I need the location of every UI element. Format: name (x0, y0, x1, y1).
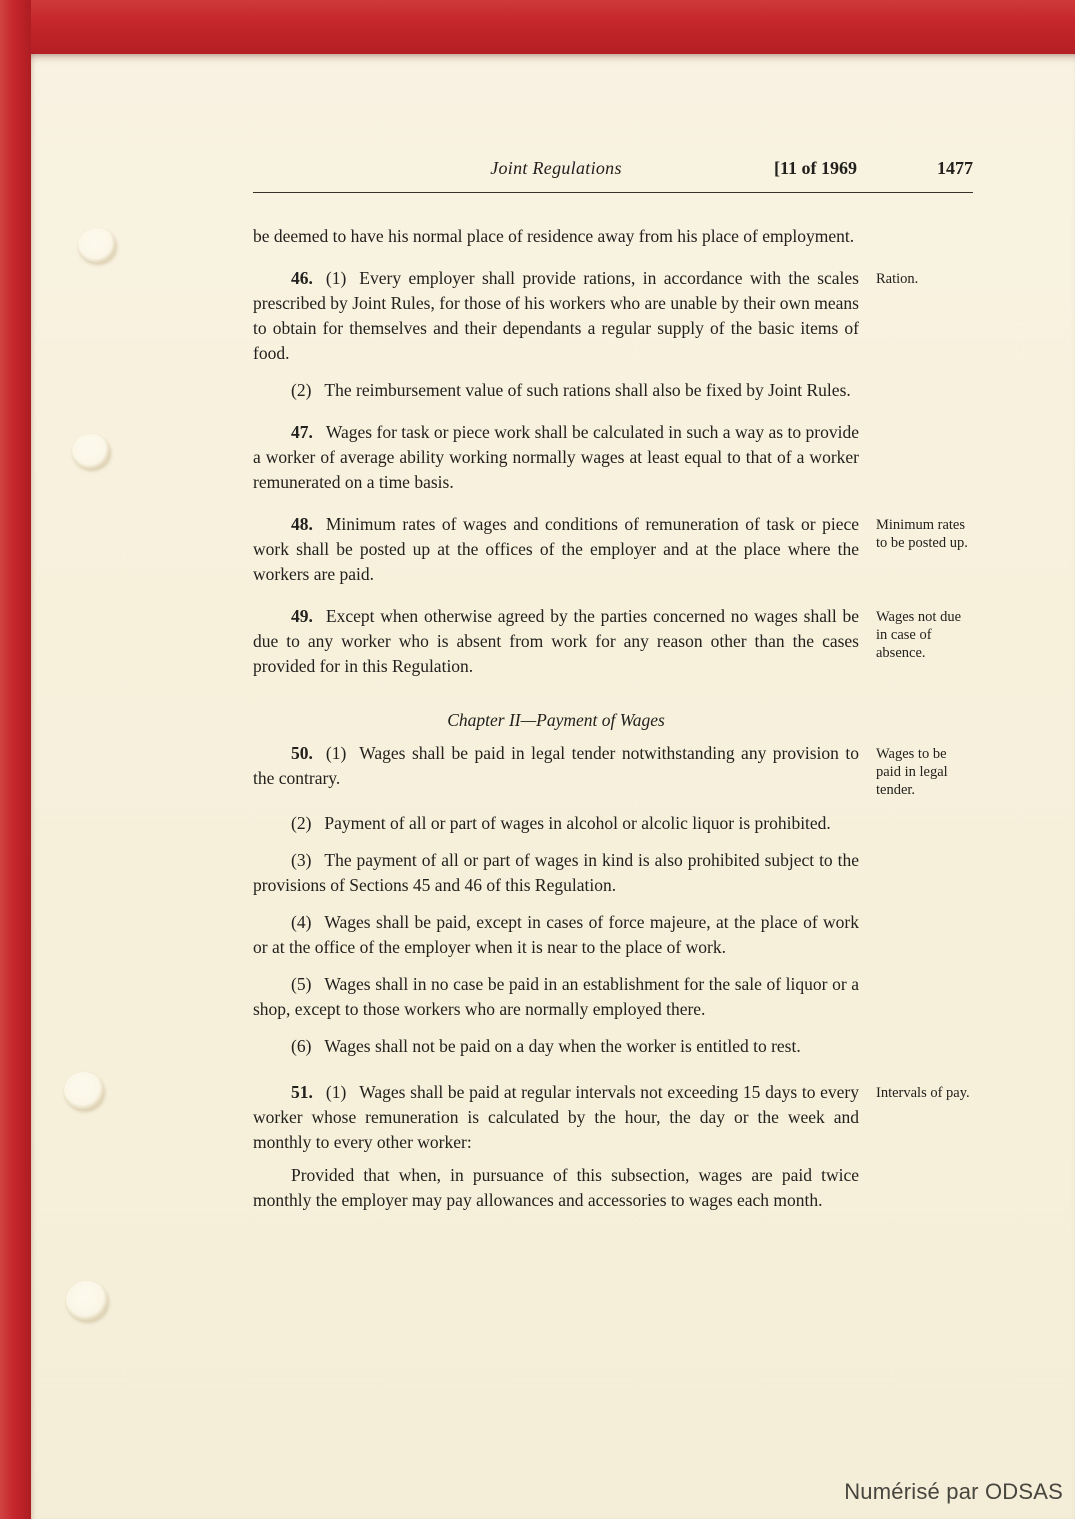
margin-note-ration: Ration. (876, 271, 919, 287)
subsection-number: (2) (291, 380, 312, 400)
margin-note-intervals: Intervals of pay. (876, 1085, 970, 1101)
hole-punch-3 (64, 1072, 104, 1110)
subsection-number: (2) (291, 813, 312, 833)
hole-punch-2 (72, 434, 110, 469)
margin-note-empty (876, 710, 973, 731)
section-50-1-paragraph (253, 741, 859, 799)
section-50-4-row (253, 910, 973, 960)
paper-sheet (31, 54, 1075, 1519)
section-50-1-row (253, 741, 973, 799)
section-49-row (253, 604, 973, 679)
section-50-6-paragraph (253, 1034, 859, 1059)
red-border-top (0, 0, 1075, 54)
margin-note-wages-not-due: Wages not due in case of absence. (876, 609, 962, 661)
subsection-number: (1) (325, 743, 347, 763)
header-reference: [11 of 1969 (774, 158, 857, 178)
header-divider (253, 192, 973, 193)
paragraph-text: The reimbursement value of such rations shall also be fixed by Joint Rules. (324, 380, 851, 400)
section-51-1-paragraph (253, 1080, 859, 1155)
hole-punch-4 (66, 1281, 108, 1321)
section-50-5-row (253, 972, 973, 1022)
paragraph-text: The payment of all or part of wages in kind is also prohibited subject to the provisions of Sections 45 and 46 of this Regulation. (253, 850, 859, 895)
page-content (253, 54, 973, 1213)
paragraph-text: Wages shall not be paid on a day when the worker is entitled to rest. (324, 1036, 801, 1056)
section-number: 49. (291, 606, 313, 626)
paragraph-text: Wages for task or piece work shall be calculated in such a way as to provide a worker of average ability working normally wages at least equal to that of a worker remunerated on a time basis. (253, 422, 859, 492)
paragraph-text: Wages shall be paid at regular intervals not exceeding 15 days to every worker whose remuneration is calculated by the hour, the day or the week and monthly to every other worker: (253, 1082, 859, 1152)
section-51-1-row (253, 1080, 973, 1155)
margin-note-empty (876, 420, 973, 495)
paragraph-text: Wages shall in no case be paid in an establishment for the sale of liquor or a shop, except to those workers who are normally employed there. (253, 974, 859, 1019)
subsection-number: (4) (291, 912, 312, 932)
paragraph-text: Payment of all or part of wages in alcohol or alcolic liquor is prohibited. (324, 813, 831, 833)
section-50-4-paragraph (253, 910, 859, 960)
subsection-number: (3) (291, 850, 312, 870)
intro-paragraph: be deemed to have his normal place of residence away from his place of employment. (253, 226, 855, 246)
section-50-2-row (253, 811, 973, 836)
margin-note-empty (876, 1163, 973, 1213)
section-46-1-row (253, 266, 973, 366)
section-number: 46. (291, 268, 313, 288)
section-48-row (253, 512, 973, 587)
margin-note-empty (876, 848, 973, 898)
section-50-5-paragraph (253, 972, 859, 1022)
section-46-2-paragraph (253, 378, 859, 403)
section-51-proviso-paragraph: Provided that when, in pursuance of this subsection, wages are paid twice monthly the employer may pay allowances and accessories to wages each month. (253, 1165, 859, 1210)
hole-punch-1 (78, 228, 116, 263)
page-number: 1477 (937, 158, 973, 178)
section-50-3-paragraph (253, 848, 859, 898)
section-46-2-row (253, 378, 973, 403)
page-header (253, 156, 973, 180)
margin-note-empty (876, 910, 973, 960)
margin-note-empty (876, 972, 973, 1022)
subsection-number: (1) (325, 268, 347, 288)
section-50-6-row (253, 1034, 973, 1059)
margin-note-empty (876, 378, 973, 403)
section-47-row (253, 420, 973, 495)
margin-note-legal-tender: Wages to be paid in legal tender. (876, 746, 948, 798)
section-49-paragraph (253, 604, 859, 679)
intro-row (253, 224, 973, 249)
margin-note-minimum-rates: Minimum rates to be posted up. (876, 517, 968, 551)
subsection-number: (5) (291, 974, 312, 994)
margin-note-empty (876, 1034, 973, 1059)
section-number: 50. (291, 743, 313, 763)
red-border-left (0, 0, 31, 1519)
margin-note-empty (876, 811, 973, 836)
scan-watermark: Numérisé par ODSAS (844, 1479, 1063, 1504)
paragraph-text: Except when otherwise agreed by the parties concerned no wages shall be due to any worker who is absent from work for any reason other than the cases provided for in this Regulation. (253, 606, 859, 676)
header-main (253, 156, 859, 180)
paragraph-text: Wages shall be paid, except in cases of force majeure, at the place of work or at the office of the employer when it is near to the place of work. (253, 912, 859, 957)
section-50-3-row (253, 848, 973, 898)
paragraph-text: Wages shall be paid in legal tender notwithstanding any provision to the contrary. (253, 743, 859, 788)
subsection-number: (6) (291, 1036, 312, 1056)
section-46-1-paragraph (253, 266, 859, 366)
subsection-number: (1) (325, 1082, 347, 1102)
chapter-heading: Chapter II—Payment of Wages (447, 710, 665, 730)
section-number: 48. (291, 514, 313, 534)
chapter-heading-row (253, 710, 973, 731)
paragraph-text: Minimum rates of wages and conditions of remuneration of task or piece work shall be posted up at the offices of the employer and at the place where the workers are paid. (253, 514, 859, 584)
section-number: 47. (291, 422, 313, 442)
section-51-proviso-row (253, 1163, 973, 1213)
paragraph-text: Every employer shall provide rations, in accordance with the scales prescribed by Joint Rules, for those of his workers who are unable by their own means to obtain for themselves and their dependants a regular supply of the basic items of food. (253, 268, 859, 363)
document-title: Joint Regulations (490, 158, 622, 178)
section-50-2-paragraph (253, 811, 859, 836)
section-number: 51. (291, 1082, 313, 1102)
section-48-paragraph (253, 512, 859, 587)
section-47-paragraph (253, 420, 859, 495)
margin-note-empty (876, 224, 973, 249)
